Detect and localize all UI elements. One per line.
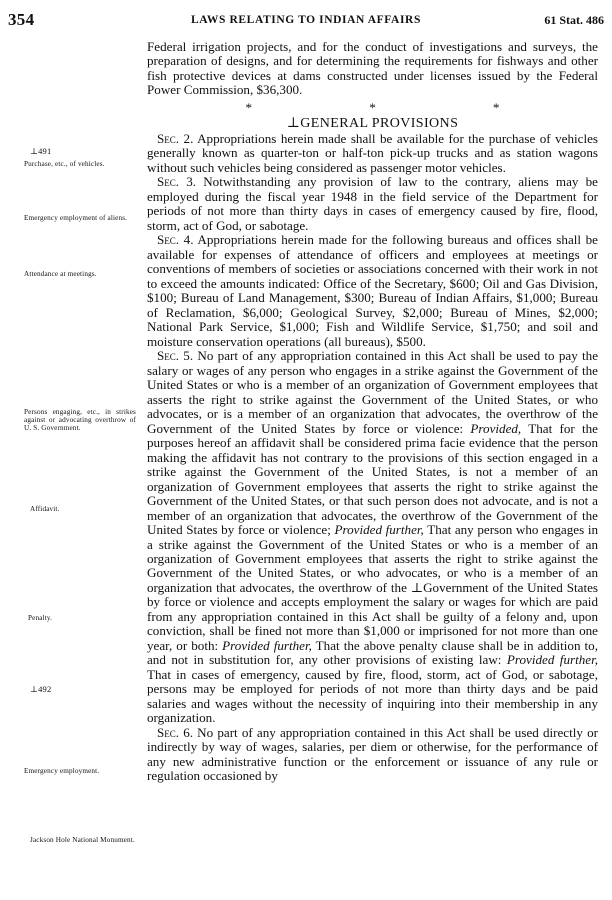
section-5-text-c: That any person who engages in a strike against the Government of the United States or who is a member of an organization of Government employees that asserts the right to strike against the Government of the United States, or who advocates, or who is a member of an organization that advocates, the overthrow of the ⊥Government of the United States by force or violence and accepts employment the salary or wages for which are paid from any appropriation contained in this Act shall be guilty of a felony and, upon conviction, shall be fined not more than $1,000 or imprisoned for not more than one year, or both: (147, 522, 599, 653)
section-3-label: Sec. 3. (157, 174, 197, 190)
section-2 (147, 132, 598, 175)
proviso-4: Provided further, (506, 652, 598, 668)
section-4-label: Sec. 4. (157, 232, 194, 248)
margin-note-vehicles: Purchase, etc., of vehicles. (24, 160, 105, 168)
general-provisions-heading: ⊥GENERAL PROVISIONS (286, 115, 459, 131)
margin-note-affidavit: Affidavit. (30, 505, 60, 513)
page-number: 354 (8, 10, 35, 29)
section-6 (147, 726, 598, 784)
intro-paragraph: Federal irrigation projects, and for the conduct of investigations and surveys, the preparation of designs, and for determining the requirements for fishways and other fish protective devices at dams constructed under licenses issued by the Federal Power Commission, $36,300. (147, 39, 598, 98)
section-2-label: Sec. 2. (157, 130, 194, 146)
section-2-text: Appropriations herein made shall be available for the purchase of vehicles generally known as quarter-ton or half-ton pick-up trucks and as station wagons without such vehicles being considered as passenger motor vehicles. (147, 130, 598, 175)
star-3: * (492, 99, 500, 115)
margin-note-penalty: Penalty. (28, 614, 53, 622)
section-5-text-b: That for the purposes hereof an affidavit shall be considered prima facie evidence that the person making the affidavit has not contrary to the provisions of this section engaged in a strike against the Government of the United States, is not a member of an organization of Government employees that asserts the right to strike against the Government of the United States, or that such person does not advocate, and is not a member of an organization that advocates, the overthrow of the Government of the United States by force or violence; (147, 420, 598, 538)
statute-citation: 61 Stat. 486 (544, 13, 604, 27)
section-5-text-d: That the above penalty clause shall be in addition to, and not in substitution for, any other provisions of existing law: (147, 637, 599, 668)
margin-note-emergency: Emergency employment. (24, 767, 100, 775)
section-5-text-a: No part of any appropriation contained in this Act shall be used to pay the salary or wages of any person who engages in a strike against the Government of the United States or who is a member of an organization of Government employees that asserts the right to strike against the Government of the United States, or who advocates, or is a member of an organization that advocates, the overthrow of the Government of the United States by force or violence: (147, 348, 599, 436)
main-text (147, 40, 598, 784)
running-title: LAWS RELATING TO INDIAN AFFAIRS (191, 14, 421, 26)
section-6-label: Sec. 6. (157, 724, 194, 740)
margin-note-strikes: Persons engaging, etc., in strikes against or advocating overthrow of U. S. Government. (24, 408, 136, 432)
section-break (147, 100, 598, 116)
section-6-text: No part of any appropriation contained in this Act shall be used directly or indirectly by way of wages, salaries, per diem or otherwise, for the performance of any new administrative function or the enforcement or issuance of any rule or regulation occasioned by (147, 724, 598, 784)
proviso-2: Provided further, (334, 522, 424, 538)
margin-note-aliens: Emergency employment of aliens. (24, 214, 128, 222)
star-1: * (245, 99, 253, 115)
section-5 (147, 349, 598, 726)
section-3-text: Notwithstanding any provision of law to the contrary, aliens may be employed during the fiscal year 1948 in the field service of the Department for periods of not more than thirty days in cases of emergency caused by fire, flood, storm, act of God, or sabotage. (147, 174, 598, 233)
page-reference-492: ⊥492 (30, 684, 52, 694)
margin-note-meetings: Attendance at meetings. (24, 270, 97, 278)
section-4-text: Appropriations herein made for the following bureaus and offices shall be available for expenses of attendance of officers and employees at meetings or conventions of members of societies or associations concerned with their work in not to exceed the amounts indicated: Office of the Secretary, $600; Oil and Gas Division, $100; Bureau of Land Management, $300; Bureau of Indian Affairs, $1,000; Bureau of Reclamation, $6,000; Geological Survey, $2,000; Bureau of Mines, $2,000; National Park Service, $1,000; Fish and Wildlife Service, $1,750; and soil and moisture conservation operations (all bureaus), $500. (147, 232, 598, 349)
proviso-3: Provided further, (222, 637, 312, 653)
section-3 (147, 175, 598, 233)
page-reference-491: ⊥491 (30, 146, 52, 156)
section-5-text-e: That in cases of emergency, caused by fire, flood, storm, act of God, or sabotage, persons may be employed for periods of not more than thirty days and be paid salaries and wages without the necessity of inquiring into their membership in any organization. (147, 666, 598, 726)
margin-note-jackson-hole: Jackson Hole National Monument. (30, 836, 135, 844)
section-4 (147, 233, 598, 349)
page-header (0, 0, 612, 34)
section-5-label: Sec. 5. (157, 348, 194, 364)
proviso-1: Provided, (470, 420, 522, 436)
star-2: * (369, 99, 376, 115)
